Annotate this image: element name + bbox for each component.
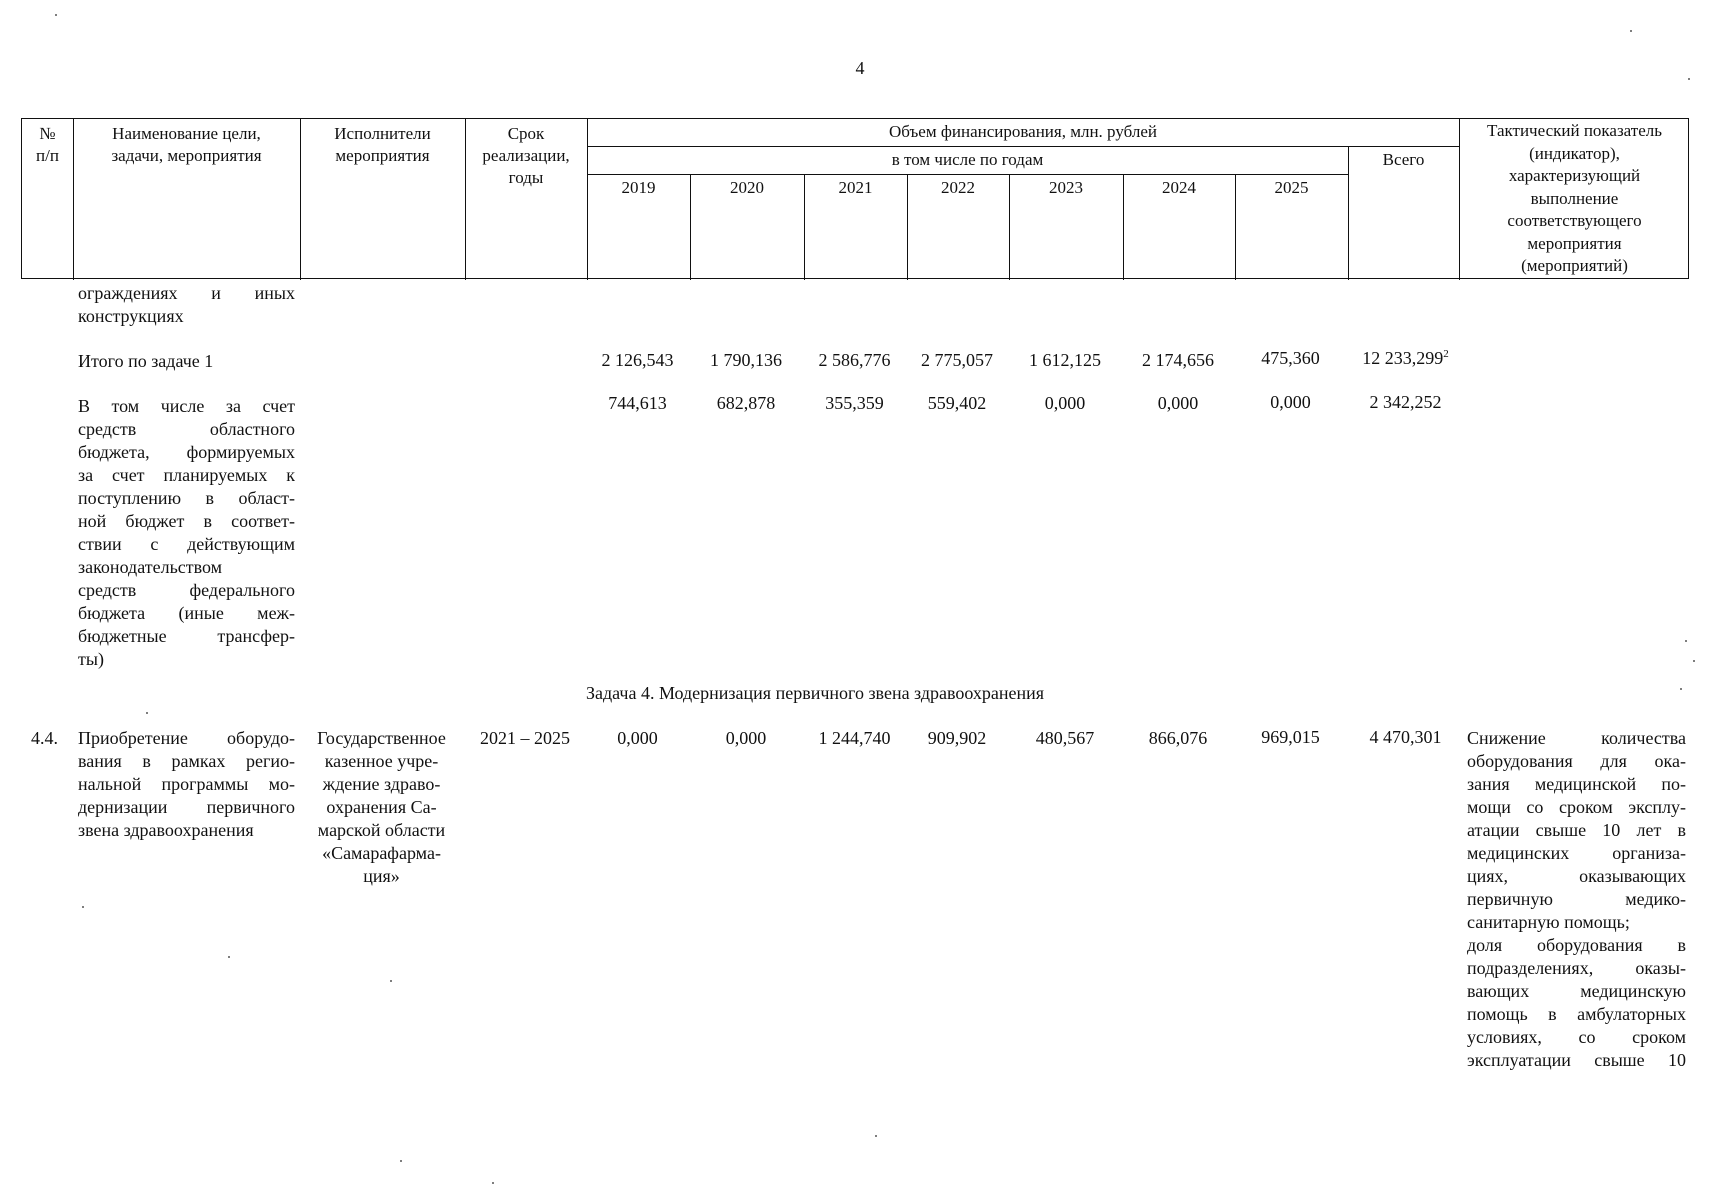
scan-speck xyxy=(1688,78,1690,80)
header-year-2024: 2024 xyxy=(1162,178,1196,197)
scan-speck xyxy=(400,1160,402,1162)
header-year-2020: 2020 xyxy=(730,178,764,197)
regional-sum: 2 342,252 xyxy=(1369,392,1442,412)
header-year-2025: 2025 xyxy=(1274,178,1309,197)
header-number-column: № п/п xyxy=(36,124,59,165)
total-task1-2024: 2 174,656 xyxy=(1142,350,1214,370)
scan-speck xyxy=(55,14,57,16)
row-4-4-number: 4.4. xyxy=(31,728,58,748)
total-task1-2020: 1 790,136 xyxy=(710,350,782,370)
header-year-2019: 2019 xyxy=(621,178,656,197)
scan-speck xyxy=(1693,660,1695,662)
row-4-4-indicator: Снижение количества оборудования для ока- зания медицинской по- мощи со сроком эксплу- атации свыше 10 лет в медицинских организа- циях, оказывающих первичную медико- санитарную помощь; доля оборудования в подразделениях, оказы- вающих медицинскую помощь в амбулаторных условиях, со сроком эксплуатации свыше 10 xyxy=(1467,728,1686,1070)
header-year-2021: 2021 xyxy=(838,178,873,197)
table-header xyxy=(21,118,1689,279)
regional-2021: 355,359 xyxy=(825,393,884,413)
regional-2019: 744,613 xyxy=(608,393,667,413)
header-indicator-column: Тактический показатель (индикатор), характеризующий выполнение соответствующего мероприятия (мероприятий) xyxy=(1486,121,1662,275)
regional-budget-label: В том числе за счет средств областного бюджета, формируемых за счет планируемых к поступлению в област- ной бюджет в соответ- ствии с действующим законодательством средств федерального бюджета (иные меж- бюджетные трансфер- ты) xyxy=(78,396,295,669)
regional-2022: 559,402 xyxy=(927,393,987,413)
scan-speck xyxy=(1685,640,1687,642)
scan-speck xyxy=(390,980,392,982)
total-task1-2022: 2 775,057 xyxy=(921,350,993,370)
total-task1-2019: 2 126,543 xyxy=(601,350,674,370)
regional-2023: 0,000 xyxy=(1044,393,1086,413)
regional-2024: 0,000 xyxy=(1157,393,1199,413)
regional-2025: 0,000 xyxy=(1270,392,1311,412)
scan-speck xyxy=(875,1135,877,1137)
row-4-4-2019: 0,000 xyxy=(617,728,658,748)
task4-heading: Задача 4. Модернизация первичного звена здравоохранения xyxy=(586,683,1045,703)
row-4-4-sum: 4 470,301 xyxy=(1369,727,1442,747)
total-task1-label: Итого по задаче 1 xyxy=(78,351,214,371)
scan-speck xyxy=(228,956,230,958)
total-task1-2023: 1 612,125 xyxy=(1029,350,1101,370)
scan-speck xyxy=(82,906,84,908)
row-4-4-2022: 909,902 xyxy=(927,728,987,748)
continuation-text: ограждениях и иных конструкциях xyxy=(78,283,295,326)
header-year-2023: 2023 xyxy=(1049,178,1083,197)
total-task1-2021: 2 586,776 xyxy=(818,350,891,370)
header-executor-column: Исполнители мероприятия xyxy=(334,124,431,165)
row-4-4-2023: 480,567 xyxy=(1035,728,1095,748)
scan-speck xyxy=(1680,688,1682,690)
row-4-4-executor: Государственное казенное учре- ждение здраво- охранения Са- марской области «Самарафарма- ция» xyxy=(317,728,446,886)
page-number: 4 xyxy=(855,58,865,78)
scan-speck xyxy=(146,712,148,714)
header-name-column: Наименование цели, задачи, мероприятия xyxy=(111,124,262,165)
row-4-4-name: Приобретение оборудо- вания в рамках регио- нальной программы мо- дернизации первичного звена здравоохранения xyxy=(78,728,295,840)
footnote-marker: 2 xyxy=(1443,348,1449,360)
header-by-years: в том числе по годам xyxy=(891,150,1044,169)
row-4-4-term: 2021 – 2025 xyxy=(480,728,570,748)
row-4-4-2020: 0,000 xyxy=(725,728,767,748)
header-term-column: Срок реализации, годы xyxy=(482,124,570,187)
row-4-4-2025: 969,015 xyxy=(1261,727,1320,747)
header-funding: Объем финансирования, млн. рублей xyxy=(889,122,1157,141)
total-task1-2025: 475,360 xyxy=(1261,348,1320,368)
header-total: Всего xyxy=(1382,150,1425,169)
row-4-4-2021: 1 244,740 xyxy=(818,728,891,748)
header-year-2022: 2022 xyxy=(941,178,975,197)
regional-2020: 682,878 xyxy=(716,393,776,413)
scan-speck xyxy=(492,1182,494,1184)
scan-speck xyxy=(1630,30,1632,32)
total-task1-sum: 12 233,299$^2$ xyxy=(1362,348,1449,368)
row-4-4-2024: 866,076 xyxy=(1148,728,1208,748)
